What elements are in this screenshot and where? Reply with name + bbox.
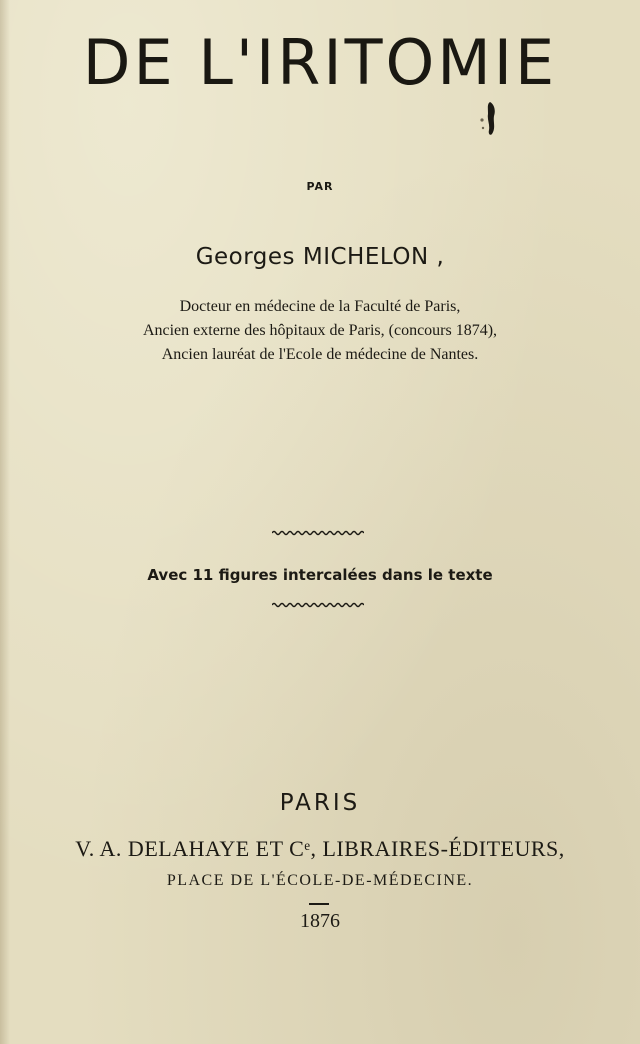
book-title: DE L'IRITOMIE — [82, 26, 558, 99]
publication-year: 1876 — [300, 910, 340, 932]
separator-dash — [309, 903, 329, 905]
publisher-name: V. A. DELAHAYE ET Cᵉ, LIBRAIRES-ÉDITEURS, — [75, 836, 565, 861]
ornamental-rule — [272, 602, 364, 608]
publisher-address: PLACE DE L'ÉCOLE-DE-MÉDECINE. — [166, 872, 474, 889]
by-label: PAR — [306, 180, 334, 193]
credential-line: Ancien lauréat de l'Ecole de médecine de Nantes. — [161, 346, 479, 363]
author-name: Georges MICHELON , — [195, 244, 445, 270]
publication-city: PARIS — [279, 790, 361, 816]
credential-line: Docteur en médecine de la Faculté de Paris, — [179, 298, 461, 315]
ink-blot-mark — [476, 98, 506, 140]
credential-line: Ancien externe des hôpitaux de Paris, (concours 1874), — [142, 322, 498, 339]
figures-note: Avec 11 figures intercalées dans le texte — [147, 566, 493, 584]
ornamental-rule — [272, 530, 364, 536]
